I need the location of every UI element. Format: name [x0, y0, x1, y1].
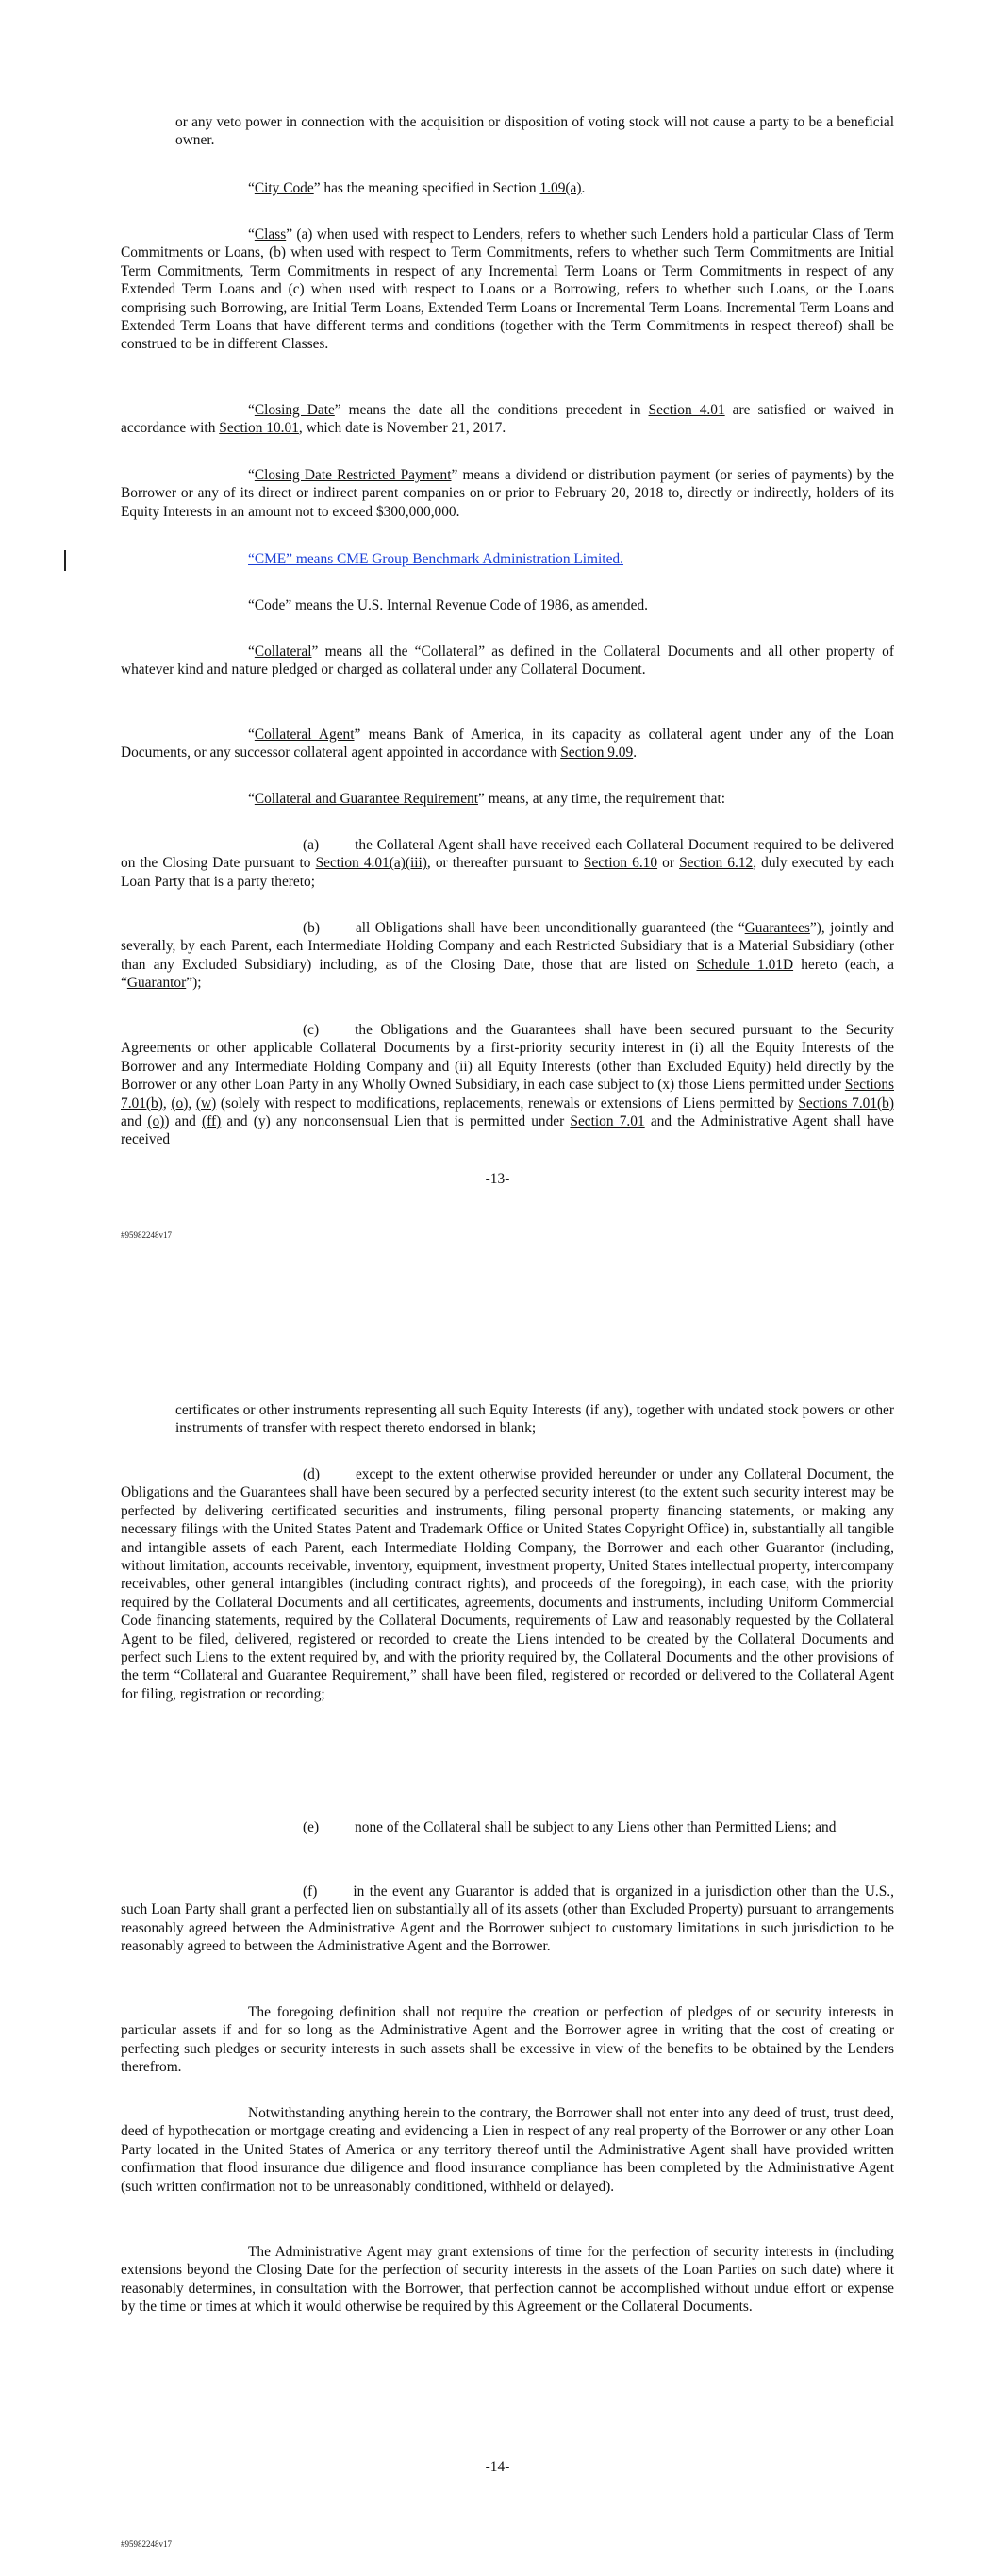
section-ref-link[interactable]: Section 10.01 — [219, 420, 299, 437]
clause-label: (a) — [303, 837, 320, 853]
clause-e: (e) none of the Collateral shall be subject to any Liens other than Permitted Liens; and — [303, 1819, 837, 1835]
section-ref-link[interactable]: Section 9.09 — [560, 744, 634, 761]
clause-b: (b) all Obligations shall have been unconditionally guaranteed (the “Guarantees”), jointly and severally, by each Parent, each Intermediate Holding Company and each Restricted Subsidiary that is a Material Subsidiary (other than any Excluded Subsidiary) including, as of the Closing Date, those that are listed on Schedule 1.01D hereto (each, a “Guarantor”); — [121, 920, 894, 992]
section-ref-link[interactable]: (o) — [147, 1113, 165, 1130]
section-ref-link[interactable]: 1.09(a) — [539, 180, 582, 196]
clause-d: (d) except to the extent otherwise provided hereunder or under any Collateral Document, the Obligations and the Guarantees shall have been secured by a perfected security interest (to the extent such security interest may be perfected by delivering certificated securities and instruments, filing personal property financing statements, or making any necessary filings with the United States Patent and Trademark Office or United States Copyright Office) in, substantially all tangible and intangible assets of each Parent, each Intermediate Holding Company, the Borrower and each other Guarantor (including, without limitation, accounts receivable, inventory, equipment, investment property, United States intellectual property, intercompany receivables, other general intangibles (including contract rights), and proceeds of the foregoing), in each case, with the priority required by the Collateral Documents and all certificates, agreements, documents and instruments, including Uniform Commercial Code financing statements, required by the Collateral Documents, requirements of Law and reasonably requested by the Collateral Agent to be filed, delivered, registered or recorded to create the Liens intended to be created by the Collateral Documents and perfect such Liens to the extent required by, and with the priority required by, the Collateral Documents and the other provisions of the term “Collateral and Guarantee Requirement,” shall have been filed, registered or recorded or delivered to the Collateral Agent for filing, registration or recording; — [121, 1466, 894, 1702]
clause-c: (c) the Obligations and the Guarantees shall have been secured pursuant to the Security Agreements or other applicable Collateral Documents by a first-priority security interest in (i) all the Equity Interests of the Borrower and any Intermediate Holding Company and (ii) all Equity Interests (other than Excluded Equity) held directly by the Borrower or any other Loan Party in any Wholly Owned Subsidiary, in each case subject to (x) those Liens permitted under Sections 7.01(b), (o), (w) (solely with respect to modifications, replacements, renewals or extensions of Liens permitted by Sections 7.01(b) and (o)) and (ff) and (y) any nonconsensual Lien that is permitted under Section 7.01 and the Administrative Agent shall have received — [121, 1022, 895, 1148]
clause-f: (f) in the event any Guarantor is added that is organized in a jurisdiction other than the U.S., such Loan Party shall grant a perfected lien on substantially all of its assets (other than Excluded Property) pursuant to arrangements reasonably agreed between the Administrative Agent and the Borrower subject to customary limitations in such jurisdiction to be reasonably agreed to between the Administrative Agent and the Borrower. — [121, 1883, 894, 1955]
clause-label: (e) — [303, 1819, 320, 1835]
section-ref-link[interactable]: Section 4.01 — [648, 402, 725, 418]
paragraph-intro: or any veto power in connection with the acquisition or disposition of voting stock will not cause a party to be a beneficial owner. — [175, 114, 894, 149]
term-collateral-agent: Collateral Agent — [254, 727, 355, 743]
definition-collateral: “Collateral” means all the “Collateral” as defined in the Collateral Documents and all other property of whatever kind and nature pledged or charged as collateral under any Collateral Document. — [121, 644, 894, 678]
term-guarantees: Guarantees — [744, 920, 810, 936]
change-bar — [64, 550, 66, 571]
definition-collateral-agent: “Collateral Agent” means Bank of America, in its capacity as collateral agent under any of the Loan Documents, or any successor collateral agent appointed in accordance with Section 9.09. — [121, 727, 894, 761]
section-ref-link[interactable]: Section 7.01 — [570, 1113, 645, 1130]
section-ref-link[interactable]: Section 6.10 — [583, 855, 658, 872]
definition-code: “Code” means the U.S. Internal Revenue Code of 1986, as amended. — [248, 597, 648, 613]
page-number: -13- — [485, 1171, 510, 1187]
clause-label: (f) — [303, 1883, 318, 1899]
page-14 — [0, 1288, 995, 2576]
paragraph-foregoing: The foregoing definition shall not require the creation or perfection of pledges of or security interests in particular assets if and for so long as the Administrative Agent and the Borrower agree in writing that the cost of creating or perfecting such pledges or security interests in such assets shall be excessive in view of the benefits to be obtained by the Lenders therefrom. — [121, 2004, 894, 2076]
document-id: #95982248v17 — [121, 1230, 172, 1240]
term-guarantor: Guarantor — [126, 975, 187, 992]
paragraph-notwithstanding: Notwithstanding anything herein to the contrary, the Borrower shall not enter into any deed of trust, trust deed, deed of hypothecation or mortgage creating and evidencing a Lien in respect of any real property of the Borrower or any other Loan Party located in the United States of America or any territory thereof until the Administrative Agent shall have provided written confirmation that flood insurance due diligence and flood insurance compliance has been completed by the Administrative Agent (such written confirmation not to be unreasonably conditioned, withheld or delayed). — [121, 2105, 894, 2195]
term-class: Class — [254, 226, 287, 243]
section-ref-link[interactable]: Section 6.12 — [679, 855, 754, 872]
term-collateral: Collateral — [254, 644, 312, 660]
clause-label: (b) — [303, 920, 320, 936]
term-collateral-guarantee-requirement: Collateral and Guarantee Requirement — [254, 791, 479, 807]
section-ref-link[interactable]: (ff) — [202, 1113, 222, 1130]
paragraph-extensions: The Administrative Agent may grant extensions of time for the perfection of security interests in (including extensions beyond the Closing Date for the perfection of security interests in the assets of the Loan Parties on such date) where it reasonably determines, in consultation with the Borrower, that perfection cannot be accomplished without undue effort or expense by the time or times at which it would otherwise be required by this Agreement or the Collateral Documents. — [121, 2244, 894, 2316]
paragraph-continuation: certificates or other instruments representing all such Equity Interests (if any), together with undated stock powers or other instruments of transfer with respect thereto endorsed in blank; — [175, 1402, 894, 1437]
definition-cme — [121, 550, 894, 568]
definition-city-code: “City Code” has the meaning specified in Section 1.09(a). — [248, 180, 586, 196]
section-ref-link[interactable]: (w) — [195, 1095, 217, 1112]
clause-label: (d) — [303, 1466, 320, 1482]
schedule-ref-link[interactable]: Schedule 1.01D — [696, 956, 794, 973]
section-ref-link[interactable]: Sections 7.01(b) — [798, 1095, 894, 1112]
section-ref-link[interactable]: Section 4.01(a)(iii) — [315, 855, 427, 872]
definition-collateral-guarantee-requirement: “Collateral and Guarantee Requirement” means, at any time, the requirement that: — [248, 791, 726, 807]
definition-closing-date: “Closing Date” means the date all the conditions precedent in Section 4.01 are satisfied or waived in accordance with Section 10.01, which date is November 21, 2017. — [121, 402, 894, 437]
clause-a: (a) the Collateral Agent shall have received each Collateral Document required to be delivered on the Closing Date pursuant to Section 4.01(a)(iii), or thereafter pursuant to Section 6.10 or Section 6.12, duly executed by each Loan Party that is a party thereto; — [121, 837, 895, 890]
inserted-text-link[interactable]: “CME” means CME Group Benchmark Administration Limited. — [248, 551, 623, 567]
clause-label: (c) — [303, 1022, 320, 1038]
term-city-code: City Code — [254, 180, 314, 196]
term-closing-date-restricted-payment: Closing Date Restricted Payment — [254, 467, 452, 483]
term-code: Code — [254, 597, 286, 613]
document-id: #95982248v17 — [121, 2539, 172, 2549]
definition-class: “Class” (a) when used with respect to Lenders, refers to whether such Lenders hold a particular Class of Term Commitments or Loans, (b) when used with respect to Term Commitments, refers to whether such Term Commitments are Initial Term Commitments, Term Commitments in respect of any Incremental Term Loans or Term Commitments in respect of any Extended Term Loans and (c) when used with respect to Loans or a Borrowing, refers to whether such Loans, or the Loans comprising such Borrowing, are Initial Term Loans, Extended Term Loans or Incremental Term Loans. Incremental Term Loans and Extended Term Loans that have different terms and conditions (together with the Term Commitments in respect thereof) shall be construed to be in different Classes. — [121, 226, 894, 353]
page-number: -14- — [485, 2459, 510, 2475]
definition-closing-date-restricted-payment: “Closing Date Restricted Payment” means a dividend or distribution payment (or series of payments) by the Borrower or any of its direct or indirect parent companies on or prior to February 20, 2018 to, directly or indirectly, holders of its Equity Interests in an amount not to exceed $300,000,000. — [121, 467, 894, 520]
section-ref-link[interactable]: (o) — [171, 1095, 189, 1112]
term-closing-date: Closing Date — [254, 402, 335, 418]
section-ref-link[interactable]: Sections 7.01(b) — [121, 1077, 894, 1112]
